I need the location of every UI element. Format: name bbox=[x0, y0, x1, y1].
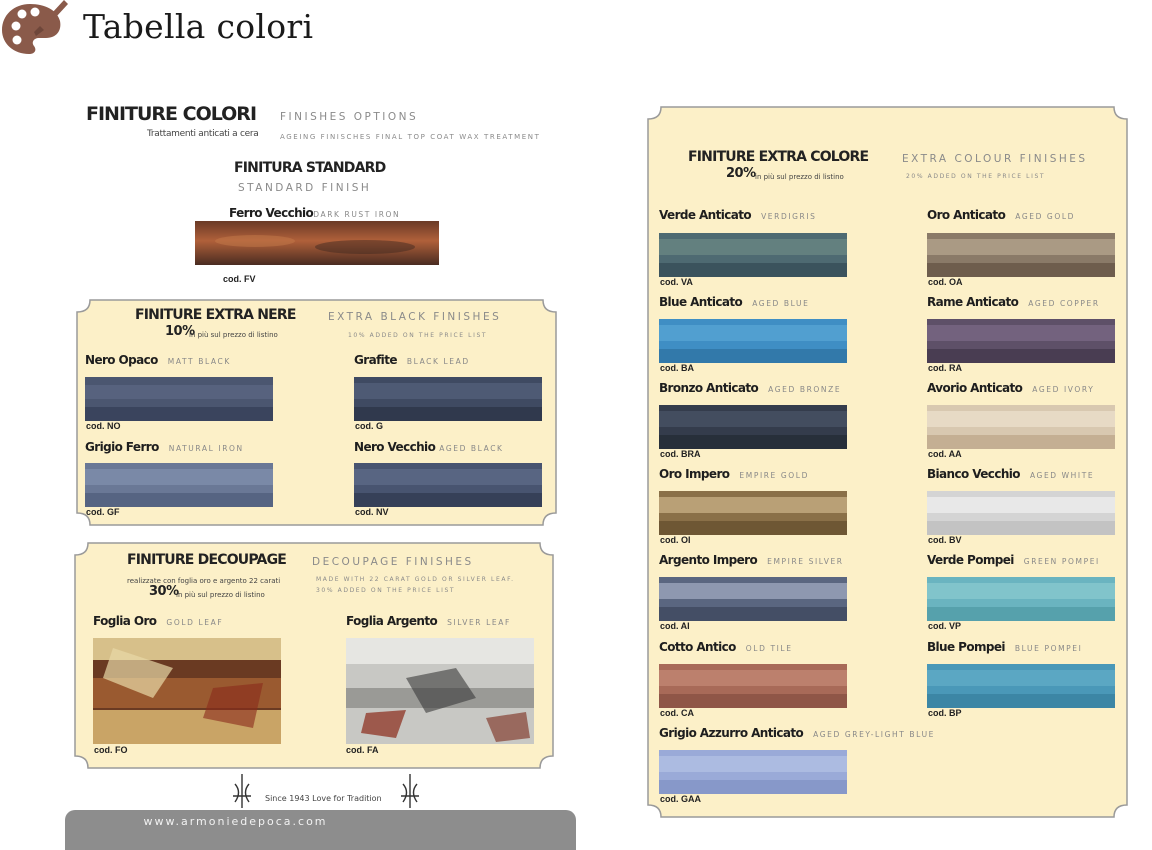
finish-name: Ferro VecchioDARK RUST IRON bbox=[229, 206, 401, 220]
palette-icon bbox=[0, 0, 68, 56]
swatch-nv bbox=[354, 463, 542, 507]
swatch-fa bbox=[346, 638, 534, 744]
finish-code-va: cod. VA bbox=[660, 277, 693, 287]
finishes-sub-en: AGEING FINISCHES FINAL TOP COAT WAX TREATMENT bbox=[280, 133, 541, 141]
finish-code-no: cod. NO bbox=[86, 421, 121, 431]
extra-black-title-en: EXTRA BLACK FINISHES bbox=[328, 311, 502, 323]
finish-code-g: cod. G bbox=[355, 421, 384, 431]
swatch-oa bbox=[927, 233, 1115, 277]
finish-name-vp: Verde Pompei GREEN POMPEI bbox=[927, 553, 1100, 567]
finish-code-bp: cod. BP bbox=[928, 708, 962, 718]
extra-black-pct: 10% bbox=[165, 324, 195, 339]
finish-name-va: Verde Anticato VERDIGRIS bbox=[659, 208, 817, 222]
finish-code-bv: cod. BV bbox=[928, 535, 962, 545]
finish-code-vp: cod. VP bbox=[928, 621, 962, 631]
finish-code-oi: cod. OI bbox=[660, 535, 691, 545]
decoupage-pct: 30% bbox=[149, 584, 179, 599]
finish-name-fa: Foglia Argento SILVER LEAF bbox=[346, 614, 511, 628]
decoupage-title-en: DECOUPAGE FINISHES bbox=[312, 556, 474, 568]
standard-title-it: FINITURA STANDARD bbox=[234, 160, 386, 176]
finish-name-no: Nero Opaco MATT BLACK bbox=[85, 353, 231, 367]
swatch-fo bbox=[93, 638, 281, 744]
swatch-ai bbox=[659, 577, 847, 621]
swatch-bv bbox=[927, 491, 1115, 535]
finishes-sub-it: Trattamenti anticati a cera bbox=[147, 129, 259, 139]
finishes-title-en: FINISHES OPTIONS bbox=[280, 111, 419, 123]
finish-code-ai: cod. AI bbox=[660, 621, 690, 631]
finish-name-oa: Oro Anticato AGED GOLD bbox=[927, 208, 1075, 222]
finish-name-gf: Grigio Ferro NATURAL IRON bbox=[85, 440, 244, 454]
swatch-bp bbox=[927, 664, 1115, 708]
extra-colour-title-it: FINITURE EXTRA COLORE bbox=[688, 149, 869, 165]
finish-code: cod. FV bbox=[223, 274, 256, 284]
extra-colour-title-en: EXTRA COLOUR FINISHES bbox=[902, 153, 1088, 165]
extra-colour-pct: 20% bbox=[726, 166, 756, 181]
finish-code-bra: cod. BRA bbox=[660, 449, 701, 459]
finish-name-ba: Blue Anticato AGED BLUE bbox=[659, 295, 810, 309]
finish-name-bp: Blue Pompei BLUE POMPEI bbox=[927, 640, 1083, 654]
finish-name-ai: Argento Impero EMPIRE SILVER bbox=[659, 553, 844, 567]
finish-code-nv: cod. NV bbox=[355, 507, 389, 517]
swatch-no bbox=[85, 377, 273, 421]
swatch-aa bbox=[927, 405, 1115, 449]
finish-name-bv: Bianco Vecchio AGED WHITE bbox=[927, 467, 1095, 481]
swatch-vp bbox=[927, 577, 1115, 621]
finish-name-aa: Avorio Anticato AGED IVORY bbox=[927, 381, 1095, 395]
finish-name-g: Grafite BLACK LEAD bbox=[354, 353, 470, 367]
decoupage-sub-en2: 30% ADDED ON THE PRICE LIST bbox=[316, 587, 456, 594]
finish-name-fo: Foglia Oro GOLD LEAF bbox=[93, 614, 224, 628]
tagline: Since 1943 Love for Tradition bbox=[265, 794, 382, 803]
finish-code-fo: cod. FO bbox=[94, 745, 128, 755]
finish-name-nv: Nero Vecchio AGED BLACK bbox=[354, 440, 504, 454]
swatch-ra bbox=[927, 319, 1115, 363]
finish-name-gaa: Grigio Azzurro Anticato AGED GREY-LIGHT BLUE bbox=[659, 726, 935, 740]
page-title: Tabella colori bbox=[83, 7, 314, 46]
swatch-gf bbox=[85, 463, 273, 507]
extra-colour-pct-it: in più sul prezzo di listino bbox=[755, 173, 844, 181]
decoupage-pct-it: in più sul prezzo di listino bbox=[176, 591, 265, 599]
finish-code-gaa: cod. GAA bbox=[660, 794, 702, 804]
decoupage-sub-en1: MADE WITH 22 CARAT GOLD OR SILVER LEAF. bbox=[316, 576, 515, 583]
finishes-title-it: FINITURE COLORI bbox=[86, 103, 257, 125]
extra-colour-pct-en: 20% ADDED ON THE PRICE LIST bbox=[906, 173, 1046, 180]
swatch-va bbox=[659, 233, 847, 277]
standard-title-en: STANDARD FINISH bbox=[238, 182, 372, 194]
swatch-fv bbox=[195, 221, 439, 265]
decoupage-sub-it: realizzate con foglia oro e argento 22 carati bbox=[127, 577, 281, 585]
ornament-left-icon bbox=[229, 774, 255, 808]
extra-black-pct-it: in più sul prezzo di listino bbox=[189, 331, 278, 339]
finish-code-ba: cod. BA bbox=[660, 363, 695, 373]
finish-code-oa: cod. OA bbox=[928, 277, 963, 287]
finish-name-ra: Rame Anticato AGED COPPER bbox=[927, 295, 1100, 309]
swatch-bra bbox=[659, 405, 847, 449]
swatch-oi bbox=[659, 491, 847, 535]
footer-url[interactable]: www.armoniedepoca.com bbox=[143, 815, 328, 828]
finish-code-gf: cod. GF bbox=[86, 507, 120, 517]
extra-black-title-it: FINITURE EXTRA NERE bbox=[135, 307, 296, 323]
extra-black-pct-en: 10% ADDED ON THE PRICE LIST bbox=[348, 332, 488, 339]
finish-name-ca: Cotto Antico OLD TILE bbox=[659, 640, 793, 654]
finish-code-ca: cod. CA bbox=[660, 708, 695, 718]
finish-name-bra: Bronzo Anticato AGED BRONZE bbox=[659, 381, 842, 395]
swatch-ba bbox=[659, 319, 847, 363]
decoupage-title-it: FINITURE DECOUPAGE bbox=[127, 552, 287, 568]
swatch-gaa bbox=[659, 750, 847, 794]
swatch-ca bbox=[659, 664, 847, 708]
ornament-right-icon bbox=[397, 774, 423, 808]
finish-code-fa: cod. FA bbox=[346, 745, 379, 755]
finish-name-oi: Oro Impero EMPIRE GOLD bbox=[659, 467, 809, 481]
finish-code-ra: cod. RA bbox=[928, 363, 963, 373]
finish-code-aa: cod. AA bbox=[928, 449, 962, 459]
swatch-g bbox=[354, 377, 542, 421]
